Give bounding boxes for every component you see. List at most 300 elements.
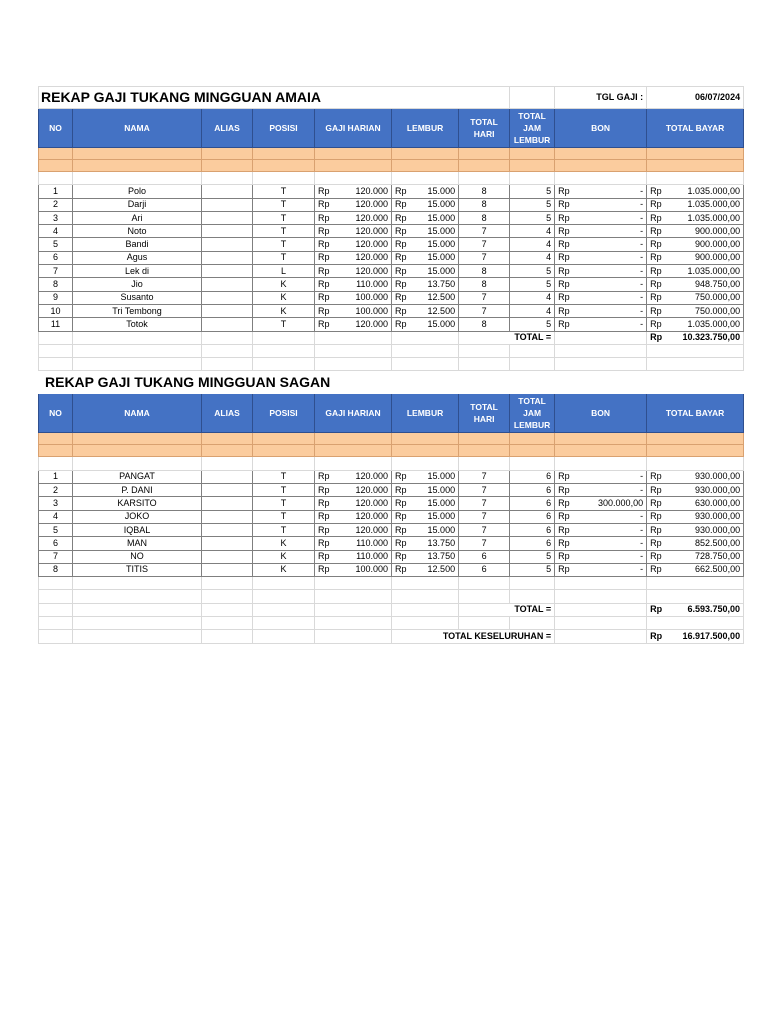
currency-label: Rp	[318, 511, 330, 522]
row-lembur-value: 15.000	[427, 265, 456, 276]
row-total-jam-lembur: 4	[510, 251, 555, 264]
row-alias	[202, 563, 253, 576]
currency-label: Rp	[395, 239, 407, 250]
col-header: GAJI HARIAN	[315, 109, 392, 148]
table-row	[39, 278, 744, 291]
row-bon-value: -	[640, 318, 644, 329]
row-gaji-harian	[315, 550, 392, 563]
currency-label: Rp	[558, 497, 570, 508]
row-lembur	[392, 198, 459, 211]
row-total-jam-lembur: 5	[510, 278, 555, 291]
row-bon	[555, 265, 647, 278]
currency-label: Rp	[318, 471, 330, 482]
row-total-bayar-value: 728.750,00	[695, 551, 741, 562]
row-lembur	[392, 484, 459, 497]
currency-label: Rp	[558, 484, 570, 495]
currency-label: Rp	[558, 225, 570, 236]
currency-label: Rp	[650, 537, 662, 548]
row-posisi: T	[253, 510, 315, 523]
row-posisi: K	[253, 550, 315, 563]
currency-label: Rp	[558, 292, 570, 303]
row-bon-value: -	[640, 305, 644, 316]
row-total-jam-lembur: 4	[510, 291, 555, 304]
row-bon	[555, 484, 647, 497]
row-gaji-harian	[315, 304, 392, 317]
row-no: 8	[39, 563, 73, 576]
row-lembur	[392, 510, 459, 523]
row-gaji-harian-value: 120.000	[355, 524, 388, 535]
row-gaji-harian-value: 120.000	[355, 484, 388, 495]
row-alias	[202, 238, 253, 251]
currency-label: Rp	[558, 305, 570, 316]
currency-label: Rp	[395, 265, 407, 276]
row-gaji-harian	[315, 510, 392, 523]
currency-label: Rp	[395, 292, 407, 303]
col-header: ALIAS	[202, 394, 253, 433]
col-header: POSISI	[253, 109, 315, 148]
row-nama: Tri Tembong	[73, 304, 202, 317]
row-lembur	[392, 291, 459, 304]
row-gaji-harian	[315, 211, 392, 224]
row-total-hari: 8	[459, 198, 510, 211]
row-posisi: K	[253, 537, 315, 550]
row-bon	[555, 278, 647, 291]
table-row	[39, 470, 744, 483]
tgl-gaji-label: TGL GAJI :	[555, 87, 647, 109]
currency-label: Rp	[395, 497, 407, 508]
row-total-bayar-value: 750.000,00	[695, 305, 741, 316]
currency-label: Rp	[650, 318, 662, 329]
row-nama: TITIS	[73, 563, 202, 576]
row-nama: Polo	[73, 185, 202, 198]
row-total-jam-lembur: 6	[510, 537, 555, 550]
col-header: TOTAL HARI	[459, 109, 510, 148]
currency-label: Rp	[650, 252, 662, 263]
currency-label: Rp	[558, 564, 570, 575]
row-bon	[555, 318, 647, 331]
row-total-jam-lembur: 5	[510, 550, 555, 563]
blank-row	[39, 590, 744, 603]
currency-label: Rp	[650, 292, 662, 303]
row-alias	[202, 291, 253, 304]
row-gaji-harian-value: 100.000	[355, 564, 388, 575]
row-total-bayar-value: 1.035.000,00	[687, 265, 741, 276]
blank-row	[39, 344, 744, 357]
row-nama: Ari	[73, 211, 202, 224]
section1-total-label: TOTAL =	[459, 331, 555, 344]
table-row	[39, 238, 744, 251]
col-header: TOTAL JAM LEMBUR	[510, 109, 555, 148]
currency-label: Rp	[395, 252, 407, 263]
row-no: 2	[39, 198, 73, 211]
row-total-hari: 7	[459, 497, 510, 510]
row-total-hari: 7	[459, 225, 510, 238]
row-nama: Totok	[73, 318, 202, 331]
row-gaji-harian-value: 120.000	[355, 471, 388, 482]
row-lembur	[392, 225, 459, 238]
row-lembur	[392, 278, 459, 291]
row-posisi: T	[253, 238, 315, 251]
table-row	[39, 318, 744, 331]
row-nama: Susanto	[73, 291, 202, 304]
row-total-hari: 7	[459, 291, 510, 304]
row-gaji-harian	[315, 537, 392, 550]
row-alias	[202, 523, 253, 536]
row-total-jam-lembur: 6	[510, 523, 555, 536]
table-row	[39, 251, 744, 264]
row-nama: Agus	[73, 251, 202, 264]
currency-label: Rp	[318, 292, 330, 303]
row-lembur	[392, 185, 459, 198]
row-no: 8	[39, 278, 73, 291]
currency-label: Rp	[558, 212, 570, 223]
row-nama: Lek di	[73, 265, 202, 278]
row-total-bayar	[647, 537, 744, 550]
row-total-hari: 6	[459, 550, 510, 563]
row-total-bayar-value: 852.500,00	[695, 537, 741, 548]
row-bon-value: -	[640, 225, 644, 236]
row-lembur	[392, 238, 459, 251]
payroll-table	[38, 86, 744, 644]
currency-label: Rp	[395, 318, 407, 329]
currency-label: Rp	[558, 524, 570, 535]
section2-total-label: TOTAL =	[459, 603, 555, 616]
row-lembur-value: 15.000	[427, 212, 456, 223]
row-total-jam-lembur: 5	[510, 265, 555, 278]
row-no: 1	[39, 470, 73, 483]
row-lembur-value: 12.500	[427, 564, 456, 575]
row-total-bayar	[647, 291, 744, 304]
row-total-hari: 8	[459, 185, 510, 198]
row-nama: PANGAT	[73, 470, 202, 483]
currency-label: Rp	[558, 551, 570, 562]
currency-label: Rp	[395, 551, 407, 562]
currency-label: Rp	[318, 305, 330, 316]
currency-label: Rp	[650, 279, 662, 290]
row-no: 2	[39, 484, 73, 497]
row-total-bayar	[647, 211, 744, 224]
section2-spacer	[39, 433, 744, 445]
currency-label: Rp	[650, 265, 662, 276]
row-gaji-harian	[315, 251, 392, 264]
row-bon	[555, 510, 647, 523]
row-posisi: T	[253, 185, 315, 198]
row-bon	[555, 251, 647, 264]
row-no: 7	[39, 550, 73, 563]
table-row	[39, 198, 744, 211]
currency-label: Rp	[395, 199, 407, 210]
row-gaji-harian	[315, 225, 392, 238]
row-posisi: T	[253, 211, 315, 224]
col-header: LEMBUR	[392, 109, 459, 148]
row-total-jam-lembur: 4	[510, 238, 555, 251]
row-total-bayar-value: 900.000,00	[695, 239, 741, 250]
row-alias	[202, 497, 253, 510]
currency-label: Rp	[650, 511, 662, 522]
row-bon-value: -	[640, 524, 644, 535]
currency-label: Rp	[558, 318, 570, 329]
row-gaji-harian	[315, 291, 392, 304]
row-lembur	[392, 470, 459, 483]
row-no: 3	[39, 497, 73, 510]
col-header: TOTAL HARI	[459, 394, 510, 433]
row-posisi: T	[253, 198, 315, 211]
row-total-hari: 7	[459, 510, 510, 523]
row-posisi: T	[253, 251, 315, 264]
payroll-sheet	[38, 86, 743, 644]
row-gaji-harian-value: 120.000	[355, 212, 388, 223]
row-total-jam-lembur: 5	[510, 198, 555, 211]
row-posisi: K	[253, 278, 315, 291]
row-total-bayar-value: 930.000,00	[695, 484, 741, 495]
row-alias	[202, 265, 253, 278]
row-alias	[202, 550, 253, 563]
row-posisi: K	[253, 291, 315, 304]
currency-label: Rp	[318, 199, 330, 210]
row-total-bayar	[647, 238, 744, 251]
row-bon-value: -	[640, 484, 644, 495]
table-row	[39, 563, 744, 576]
row-alias	[202, 510, 253, 523]
row-lembur-value: 15.000	[427, 511, 456, 522]
row-total-jam-lembur: 6	[510, 484, 555, 497]
currency-label: Rp	[650, 484, 662, 495]
table-row	[39, 291, 744, 304]
currency-label: Rp	[558, 239, 570, 250]
currency-label: Rp	[395, 185, 407, 196]
blank-row	[39, 577, 744, 590]
currency-label: Rp	[650, 305, 662, 316]
row-alias	[202, 278, 253, 291]
row-lembur-value: 15.000	[427, 185, 456, 196]
currency-label: Rp	[318, 252, 330, 263]
row-gaji-harian	[315, 278, 392, 291]
row-no: 5	[39, 238, 73, 251]
row-total-jam-lembur: 5	[510, 563, 555, 576]
row-total-bayar-value: 750.000,00	[695, 292, 741, 303]
row-total-bayar-value: 1.035.000,00	[687, 199, 741, 210]
row-alias	[202, 537, 253, 550]
currency-label: Rp	[650, 185, 662, 196]
row-nama: NO	[73, 550, 202, 563]
row-total-hari: 7	[459, 470, 510, 483]
section2-total-amount: 6.593.750,00	[687, 604, 741, 615]
row-posisi: T	[253, 484, 315, 497]
grand-total	[39, 630, 744, 643]
currency-label: Rp	[558, 537, 570, 548]
row-alias	[202, 198, 253, 211]
row-alias	[202, 225, 253, 238]
currency-label: Rp	[318, 279, 330, 290]
row-total-bayar	[647, 510, 744, 523]
row-no: 11	[39, 318, 73, 331]
currency-label: Rp	[395, 471, 407, 482]
currency-label: Rp	[395, 564, 407, 575]
row-gaji-harian	[315, 523, 392, 536]
row-no: 4	[39, 510, 73, 523]
row-total-jam-lembur: 6	[510, 470, 555, 483]
section1-blank	[39, 172, 744, 185]
row-nama: Noto	[73, 225, 202, 238]
col-header: TOTAL JAM LEMBUR	[510, 394, 555, 433]
section1-spacer	[39, 160, 744, 172]
section1-header-row	[39, 109, 744, 148]
table-row	[39, 497, 744, 510]
row-total-hari: 7	[459, 484, 510, 497]
row-gaji-harian-value: 120.000	[355, 239, 388, 250]
row-bon-value: -	[640, 212, 644, 223]
row-total-bayar	[647, 185, 744, 198]
col-header: NAMA	[73, 394, 202, 433]
row-gaji-harian	[315, 198, 392, 211]
row-bon-value: -	[640, 292, 644, 303]
col-header: BON	[555, 109, 647, 148]
currency-label: Rp	[558, 511, 570, 522]
currency-label: Rp	[650, 471, 662, 482]
row-total-bayar	[647, 265, 744, 278]
col-header: TOTAL BAYAR	[647, 109, 744, 148]
currency-label: Rp	[395, 484, 407, 495]
row-total-bayar	[647, 251, 744, 264]
row-total-bayar	[647, 550, 744, 563]
currency-label: Rp	[395, 212, 407, 223]
row-posisi: T	[253, 523, 315, 536]
row-bon	[555, 185, 647, 198]
col-header: BON	[555, 394, 647, 433]
row-total-bayar	[647, 225, 744, 238]
row-posisi: K	[253, 563, 315, 576]
currency-label: Rp	[395, 511, 407, 522]
row-bon-value: -	[640, 185, 644, 196]
row-posisi: K	[253, 304, 315, 317]
section1-total-amount: 10.323.750,00	[682, 332, 741, 343]
row-lembur	[392, 523, 459, 536]
currency-label: Rp	[650, 239, 662, 250]
row-bon	[555, 225, 647, 238]
section1-spacer	[39, 148, 744, 160]
row-gaji-harian	[315, 497, 392, 510]
col-header: GAJI HARIAN	[315, 394, 392, 433]
row-no: 4	[39, 225, 73, 238]
row-gaji-harian-value: 100.000	[355, 292, 388, 303]
row-total-bayar	[647, 563, 744, 576]
row-gaji-harian	[315, 470, 392, 483]
row-lembur-value: 15.000	[427, 239, 456, 250]
row-gaji-harian-value: 110.000	[356, 537, 388, 548]
section2-title-row	[39, 371, 744, 394]
row-total-bayar-value: 930.000,00	[695, 471, 741, 482]
row-bon	[555, 497, 647, 510]
table-row	[39, 304, 744, 317]
section1-title-row	[39, 87, 744, 109]
row-no: 5	[39, 523, 73, 536]
row-alias	[202, 318, 253, 331]
row-alias	[202, 211, 253, 224]
grand-total-amount: 16.917.500,00	[682, 630, 741, 641]
row-lembur-value: 13.750	[427, 537, 456, 548]
row-bon-value: -	[640, 511, 644, 522]
currency-label: Rp	[318, 212, 330, 223]
row-bon	[555, 238, 647, 251]
currency-label: Rp	[318, 225, 330, 236]
row-total-bayar	[647, 198, 744, 211]
row-lembur-value: 13.750	[427, 279, 456, 290]
table-row	[39, 225, 744, 238]
row-lembur-value: 15.000	[427, 497, 456, 508]
row-total-bayar	[647, 278, 744, 291]
row-total-hari: 7	[459, 523, 510, 536]
currency-label: Rp	[650, 199, 662, 210]
row-lembur-value: 15.000	[427, 252, 456, 263]
row-gaji-harian-value: 120.000	[355, 225, 388, 236]
section2-spacer	[39, 445, 744, 457]
currency-label: Rp	[318, 524, 330, 535]
row-bon	[555, 550, 647, 563]
row-nama: KARSITO	[73, 497, 202, 510]
row-bon-value: -	[640, 279, 644, 290]
row-total-bayar	[647, 470, 744, 483]
currency-label: Rp	[395, 225, 407, 236]
table-row	[39, 510, 744, 523]
table-row	[39, 211, 744, 224]
row-lembur-value: 12.500	[427, 292, 456, 303]
col-header: POSISI	[253, 394, 315, 433]
row-gaji-harian	[315, 238, 392, 251]
row-gaji-harian	[315, 265, 392, 278]
row-posisi: T	[253, 318, 315, 331]
row-total-jam-lembur: 4	[510, 304, 555, 317]
row-total-hari: 8	[459, 318, 510, 331]
row-no: 6	[39, 537, 73, 550]
col-header: NAMA	[73, 109, 202, 148]
row-lembur-value: 15.000	[427, 318, 456, 329]
row-gaji-harian	[315, 563, 392, 576]
currency-label: Rp	[318, 497, 330, 508]
row-total-jam-lembur: 4	[510, 225, 555, 238]
row-lembur	[392, 563, 459, 576]
row-no: 3	[39, 211, 73, 224]
row-lembur	[392, 318, 459, 331]
section2-header-row	[39, 394, 744, 433]
currency-label: Rp	[650, 551, 662, 562]
row-nama: Darji	[73, 198, 202, 211]
row-total-hari: 6	[459, 563, 510, 576]
currency-label: Rp	[318, 185, 330, 196]
row-posisi: L	[253, 265, 315, 278]
row-total-bayar	[647, 304, 744, 317]
currency-label: Rp	[650, 604, 663, 615]
row-bon-value: -	[640, 537, 644, 548]
row-gaji-harian-value: 120.000	[355, 497, 388, 508]
row-total-hari: 7	[459, 537, 510, 550]
row-total-jam-lembur: 6	[510, 497, 555, 510]
currency-label: Rp	[558, 279, 570, 290]
row-total-bayar	[647, 318, 744, 331]
currency-label: Rp	[318, 564, 330, 575]
row-total-bayar	[647, 497, 744, 510]
currency-label: Rp	[395, 524, 407, 535]
col-header: TOTAL BAYAR	[647, 394, 744, 433]
row-total-bayar-value: 930.000,00	[695, 511, 741, 522]
row-no: 7	[39, 265, 73, 278]
section1-total-value	[647, 331, 744, 344]
col-header: NO	[39, 109, 73, 148]
row-alias	[202, 470, 253, 483]
row-total-bayar-value: 662.500,00	[695, 564, 741, 575]
row-lembur-value: 13.750	[427, 551, 456, 562]
row-gaji-harian-value: 110.000	[356, 551, 388, 562]
row-gaji-harian-value: 120.000	[355, 199, 388, 210]
